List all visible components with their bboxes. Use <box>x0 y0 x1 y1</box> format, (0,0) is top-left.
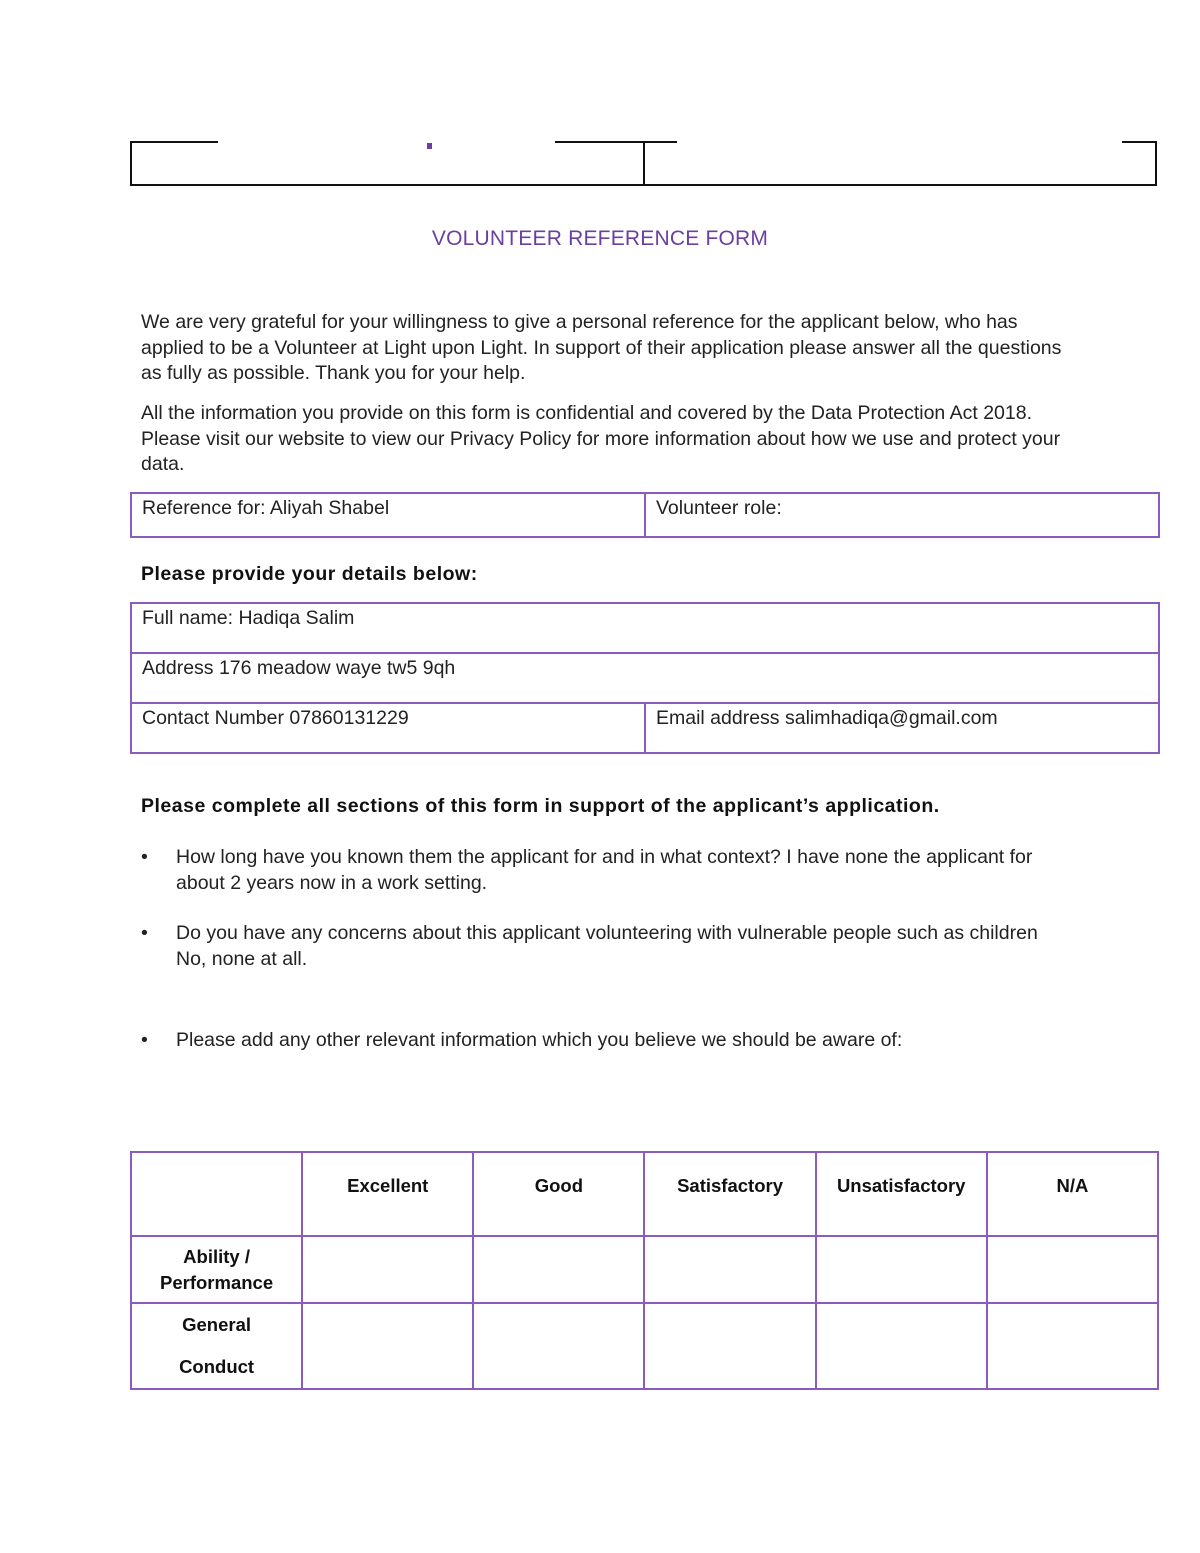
rating-cell-na[interactable] <box>987 1303 1158 1389</box>
full-name-field[interactable]: Full name: Hadiqa Salim <box>131 603 1159 653</box>
privacy-paragraph: All the information you provide on this form is confidential and covered by the Data Protection Act 2018. Please visit our website to view our Privacy Policy for more information about how we use and protect your data. <box>141 402 1061 475</box>
logo-fragment <box>427 143 432 149</box>
volunteer-role-field[interactable]: Volunteer role: <box>645 493 1159 537</box>
rating-column-label: Excellent <box>347 1175 429 1196</box>
question-text[interactable]: How long have you known them the applicant for and in what context? I have none the applicant for about 2 years now in a work setting. <box>176 846 1033 894</box>
header-divider <box>643 141 645 186</box>
rating-cell-satisfactory[interactable] <box>644 1303 815 1389</box>
rating-column-label: Good <box>534 1175 584 1196</box>
reference-table <box>130 492 1160 538</box>
bullet-icon: • <box>141 1029 148 1051</box>
details-table <box>130 602 1160 754</box>
row-label-line: Performance <box>160 1271 274 1293</box>
rating-column-header <box>302 1152 473 1236</box>
bullet-icon: • <box>141 922 148 944</box>
rating-header-row <box>131 1152 1158 1236</box>
row-label-line: Ability / <box>183 1245 250 1267</box>
page-title: VOLUNTEER REFERENCE FORM <box>431 227 769 250</box>
reference-for-field[interactable]: Reference for: Aliyah Shabel <box>131 493 645 537</box>
intro-paragraph: We are very grateful for your willingness to give a personal reference for the applicant below, who has applied to be a Volunteer at Light upon Light. In support of their application please answer all the questions as fully as possible. Thank you for your help. <box>141 311 1062 384</box>
rating-column-label: Unsatisfactory <box>836 1175 966 1196</box>
rating-cell-good[interactable] <box>473 1236 644 1303</box>
rating-cell-na[interactable] <box>987 1236 1158 1303</box>
rating-cell-unsatisfactory[interactable] <box>816 1236 987 1303</box>
rating-column-header <box>987 1152 1158 1236</box>
rating-cell-excellent[interactable] <box>302 1303 473 1389</box>
rating-cell-unsatisfactory[interactable] <box>816 1303 987 1389</box>
question-item <box>141 1028 1071 1054</box>
rating-column-header <box>473 1152 644 1236</box>
rating-row-label <box>131 1303 302 1389</box>
rating-table <box>130 1151 1159 1390</box>
details-heading: Please provide your details below: <box>141 563 478 585</box>
rating-column-header <box>816 1152 987 1236</box>
header-gap-right <box>677 140 1122 144</box>
rating-cell-satisfactory[interactable] <box>644 1236 815 1303</box>
rating-row-ability <box>131 1236 1158 1303</box>
rating-column-label: Satisfactory <box>677 1175 783 1196</box>
contact-number-field[interactable]: Contact Number 07860131229 <box>131 703 645 753</box>
row-label-line: Conduct <box>179 1356 255 1377</box>
email-field[interactable]: Email address salimhadiqa@gmail.com <box>645 703 1159 753</box>
row-label-line: General <box>182 1314 252 1335</box>
rating-corner-cell <box>131 1152 302 1236</box>
question-text[interactable]: Please add any other relevant information which you believe we should be aware of: <box>176 1029 903 1051</box>
question-text[interactable]: Do you have any concerns about this applicant volunteering with vulnerable people such as children No, none at all. <box>176 922 1038 970</box>
rating-cell-good[interactable] <box>473 1303 644 1389</box>
bullet-icon: • <box>141 846 148 868</box>
header-gap-left <box>218 140 555 144</box>
sections-heading: Please complete all sections of this form in support of the applicant’s application. <box>141 795 940 817</box>
question-item <box>141 921 1071 973</box>
rating-column-header <box>644 1152 815 1236</box>
header-box <box>130 141 1157 186</box>
rating-row-conduct <box>131 1303 1158 1389</box>
question-item <box>141 845 1071 897</box>
rating-row-label <box>131 1236 302 1303</box>
rating-column-label: N/A <box>1056 1175 1089 1196</box>
rating-cell-excellent[interactable] <box>302 1236 473 1303</box>
address-field[interactable]: Address 176 meadow waye tw5 9qh <box>131 653 1159 703</box>
